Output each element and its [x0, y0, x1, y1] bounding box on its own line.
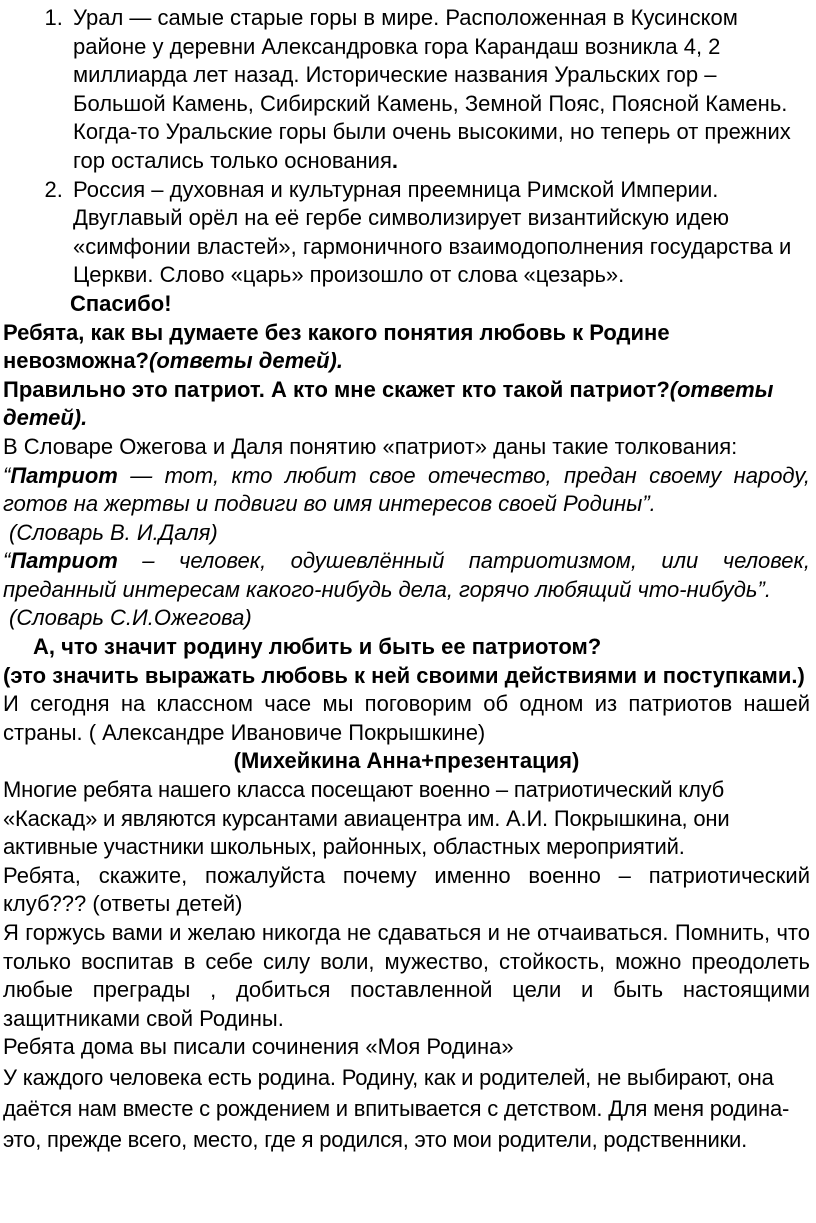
list-item [69, 4, 810, 176]
paragraph-today: И сегодня на классном часе мы поговорим об одном из патриотов нашей страны. ( Александре Ивановиче Покрышкине) [3, 691, 810, 745]
question-love-homeland: Ребята, как вы думаете без какого понятия любовь к Родине невозможна?(ответы детей). [3, 319, 670, 374]
definition-ozhegov: “Патриот – человек, одушевлённый патриотизмом, или человек, преданный интересам какого-нибудь дела, горячо любящий что-нибудь”. [3, 548, 810, 602]
paragraph-essay: Ребята дома вы писали сочинения «Моя Родина» [3, 1034, 514, 1060]
question-patriot: Правильно это патриот. А кто мне скажет кто такой патриот?(ответы детей). [3, 376, 774, 431]
facts-list [3, 4, 810, 290]
answer-actions: (это значить выражать любовь к ней своими действиями и поступками.) [3, 662, 805, 688]
source-dal: (Словарь В. И.Даля) [9, 519, 218, 545]
dictionary-intro: В Словаре Ожегова и Даля понятию «патриот» даны такие толкования: [3, 433, 738, 459]
definition-dal: “Патриот — тот, кто любит свое отечество, предан своему народу, готов на жертвы и подвиги во имя интересов своей Родины”. [3, 462, 810, 517]
list-item [69, 176, 810, 290]
paragraph-club: Многие ребята нашего класса посещают военно – патриотический клуб «Каскад» и являются курсантами авиацентра им. А.И. Покрышкина, они активные участники школьных, районных, областных мероприятий. [3, 777, 730, 860]
paragraph-proud: Я горжусь вами и желаю никогда не сдаваться и не отчаиваться. Помнить, что только воспитав в себе силу воли, мужество, стойкость, можно преодолеть любые преграды , добиться поставленной цели и быть настоящими защитниками свой Родины. [3, 920, 810, 1031]
paragraph-why-club: Ребята, скажите, пожалуйста почему именно военно – патриотический клуб??? (ответы детей) [3, 862, 810, 917]
question-what-means: А, что значит родину любить и быть ее патриотом? [33, 634, 602, 660]
fact-ural-dot: . [391, 147, 398, 173]
source-ozhegov: (Словарь С.И.Ожегова) [9, 605, 252, 631]
fact-russia-text: Россия – духовная и культурная преемница Римской Империи. Двуглавый орёл на её гербе символизирует византийскую идею «симфонии властей», гармоничного взаимодополнения государства и Церкви. Слово «царь» произошло от слова «цезарь». [73, 176, 792, 288]
presenter-note: (Михейкина Анна+презентация) [233, 748, 580, 774]
paragraph-homeland: У каждого человека есть родина. Родину, как и родителей, не выбирают, она даётся нам вместе с рождением и впитывается с детством. Для меня родина-это, прежде всего, место, где я родился, это мои родители, родственники. [3, 1064, 790, 1152]
thanks-line: Спасибо! [70, 290, 172, 316]
fact-ural-text: Урал — самые старые горы в мире. Расположенная в Кусинском районе у деревни Александровка гора Карандаш возникла 4, 2 миллиарда лет назад. Исторические названия Уральских гор – Большой Камень, Сибирский Камень, Земной Пояс, Поясной Камень. Когда-то Уральские горы были очень высокими, но теперь от прежних гор остались только основания [73, 5, 791, 173]
